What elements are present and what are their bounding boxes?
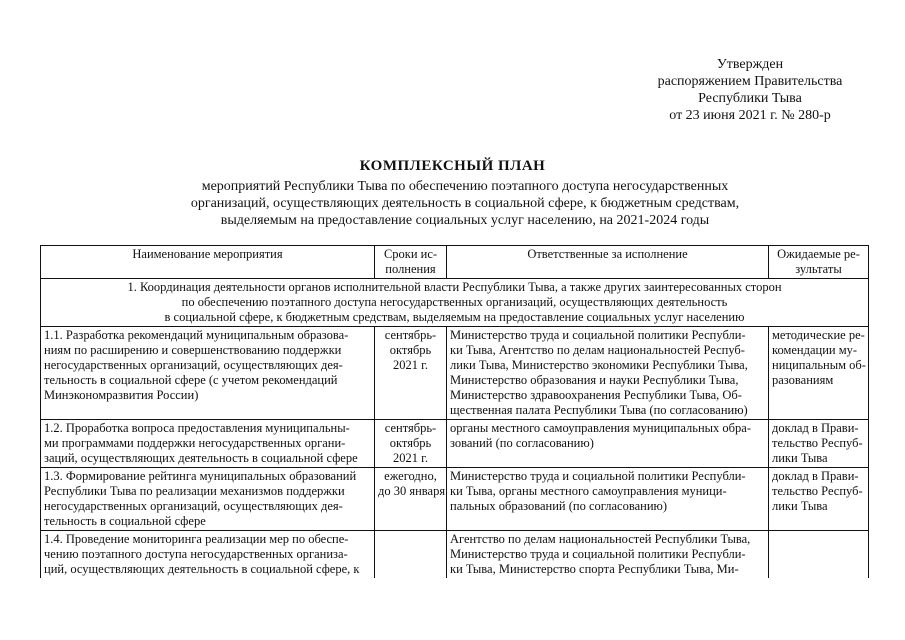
table-row (41, 327, 869, 420)
deadline-cell: сентябрь- октябрь 2021 г. (375, 327, 447, 420)
activity-name-cell: 1.3. Формирование рейтинга муниципальных образований Республики Тыва по реализации механизмов поддержки негосударственных организаций, осуществляющих дея- тельность в социальной сфере (41, 468, 375, 531)
table-row (41, 468, 869, 531)
subtitle-line: организаций, осуществляющих деятельность в социальной сфере, к бюджетным средствам, (190, 196, 740, 211)
header-deadline: Сроки ис- полнения (375, 246, 447, 279)
result-cell: доклад в Прави- тельство Респуб- лики Тыва (769, 420, 869, 468)
plan-table (40, 245, 869, 578)
result-cell: методические ре- комендации му- ниципальным об- разованиям (769, 327, 869, 420)
responsible-cell: Министерство труда и социальной политики Республи- ки Тыва, органы местного самоуправления муници- пальных образований (по согласованию) (447, 468, 769, 531)
plan-title: КОМПЛЕКСНЫЙ ПЛАН (359, 158, 546, 174)
deadline-cell: ежегодно, до 30 января (375, 468, 447, 531)
responsible-cell: Министерство труда и социальной политики Республи- ки Тыва, Агентство по делам национальностей Респуб- лики Тыва, Министерство экономики Республики Тыва, Министерство образования и науки Республики Тыва, Министерство здравоохранения Республики Тыва, Об- щественная палата Республики Тыва (по согласованию) (447, 327, 769, 420)
table-row (41, 531, 869, 579)
approval-line: распоряжением Правительства (657, 74, 843, 89)
table-header-row (41, 246, 869, 279)
section-heading: 1. Координация деятельности органов исполнительной власти Республики Тыва, а также других заинтересованных сторон по обеспечению поэтапного доступа негосударственных организаций, осуществляющих деятельность в социальной сфере, к бюджетным средствам, выделяемым на предоставление социальных услуг населению (41, 279, 869, 327)
section-row (41, 279, 869, 327)
activity-name-cell: 1.4. Проведение мониторинга реализации мер по обеспе- чению поэтапного доступа негосударственных организа- ций, осуществляющих деятельность в социальной сфере, к (41, 531, 375, 579)
deadline-cell (375, 531, 447, 579)
header-responsible: Ответственные за исполнение (447, 246, 769, 279)
result-cell (769, 531, 869, 579)
responsible-cell: органы местного самоуправления муниципальных обра- зований (по согласованию) (447, 420, 769, 468)
approval-line: Утвержден (716, 57, 784, 72)
activity-name-cell: 1.2. Проработка вопроса предоставления муниципальны- ми программами поддержки негосударственных органи- заций, осуществляющих деятельность в социальной сфере (41, 420, 375, 468)
header-expected-results: Ожидаемые ре- зультаты (769, 246, 869, 279)
plan-subtitle (150, 178, 780, 229)
activity-name-cell: 1.1. Разработка рекомендаций муниципальным образова- ниям по расширению и совершенствованию поддержки негосударственных организаций, осуществляющих дея- тельность в социальной сфере (с учетом рекомендаций Минэкономразвития России) (41, 327, 375, 420)
approval-line: Республики Тыва (698, 91, 802, 106)
header-activity-name: Наименование мероприятия (41, 246, 375, 279)
result-cell: доклад в Прави- тельство Респуб- лики Тыва (769, 468, 869, 531)
approval-stamp (620, 56, 880, 124)
table-row (41, 420, 869, 468)
deadline-cell: сентябрь- октябрь 2021 г. (375, 420, 447, 468)
subtitle-line: выделяемым на предоставление социальных услуг населению, на 2021-2024 годы (220, 213, 710, 228)
responsible-cell: Агентство по делам национальностей Республики Тыва, Министерство труда и социальной политики Республи- ки Тыва, Министерство спорта Республики Тыва, Ми- (447, 531, 769, 579)
approval-line: от 23 июня 2021 г. № 280-р (669, 108, 831, 123)
subtitle-line: мероприятий Республики Тыва по обеспечению поэтапного доступа негосударственных (201, 179, 729, 194)
